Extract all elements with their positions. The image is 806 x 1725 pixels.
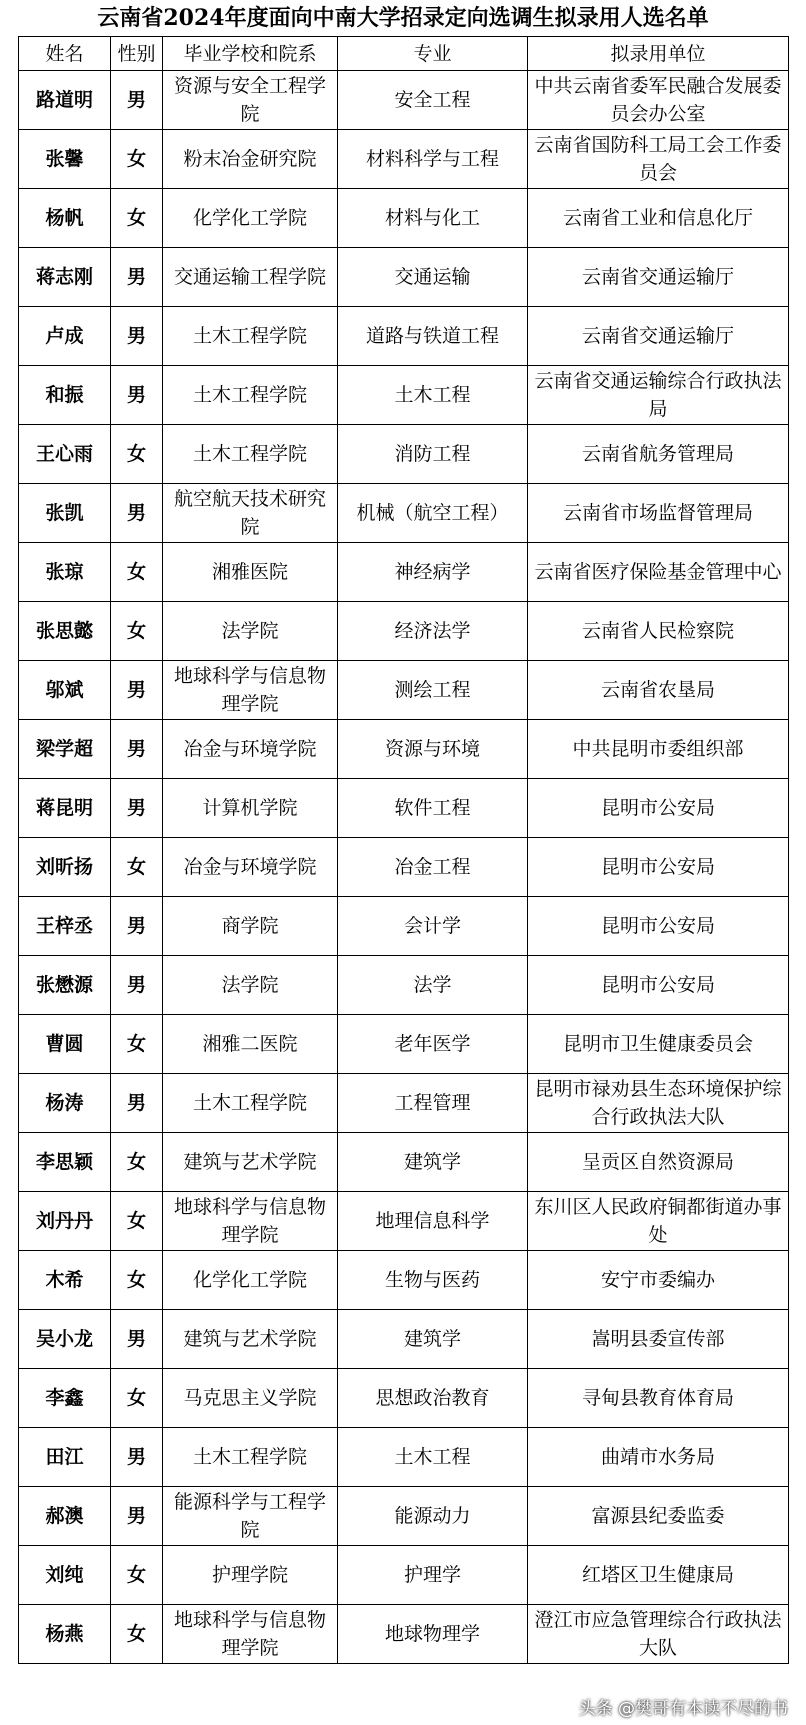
cell-unit: 富源县纪委监委	[528, 1487, 789, 1546]
cell-unit: 云南省农垦局	[528, 661, 789, 720]
cell-major: 护理学	[338, 1546, 528, 1605]
cell-gender: 男	[111, 1428, 163, 1487]
cell-gender: 女	[111, 1192, 163, 1251]
cell-name: 刘纯	[19, 1546, 111, 1605]
cell-major: 经济法学	[338, 602, 528, 661]
table-row	[19, 1369, 789, 1428]
table-header-row	[19, 37, 789, 71]
cell-name: 吴小龙	[19, 1310, 111, 1369]
table-row	[19, 1192, 789, 1251]
cell-gender: 男	[111, 1487, 163, 1546]
cell-name: 杨帆	[19, 189, 111, 248]
table-row	[19, 425, 789, 484]
cell-unit: 云南省交通运输综合行政执法局	[528, 366, 789, 425]
table-row	[19, 779, 789, 838]
cell-school: 马克思主义学院	[163, 1369, 338, 1428]
cell-gender: 女	[111, 425, 163, 484]
cell-major: 建筑学	[338, 1310, 528, 1369]
table-row	[19, 1310, 789, 1369]
cell-school: 能源科学与工程学院	[163, 1487, 338, 1546]
cell-name: 李鑫	[19, 1369, 111, 1428]
table-row	[19, 602, 789, 661]
cell-gender: 男	[111, 248, 163, 307]
cell-major: 安全工程	[338, 71, 528, 130]
cell-name: 张馨	[19, 130, 111, 189]
cell-gender: 男	[111, 720, 163, 779]
cell-school: 护理学院	[163, 1546, 338, 1605]
cell-name: 刘丹丹	[19, 1192, 111, 1251]
cell-school: 法学院	[163, 602, 338, 661]
cell-name: 邬斌	[19, 661, 111, 720]
table-row	[19, 1487, 789, 1546]
cell-gender: 男	[111, 779, 163, 838]
cell-gender: 女	[111, 1605, 163, 1664]
cell-school: 土木工程学院	[163, 366, 338, 425]
table-row	[19, 71, 789, 130]
table-row	[19, 897, 789, 956]
cell-school: 土木工程学院	[163, 1074, 338, 1133]
cell-gender: 女	[111, 602, 163, 661]
cell-major: 材料科学与工程	[338, 130, 528, 189]
cell-major: 消防工程	[338, 425, 528, 484]
cell-school: 湘雅二医院	[163, 1015, 338, 1074]
header-school: 毕业学校和院系	[163, 37, 338, 71]
cell-major: 交通运输	[338, 248, 528, 307]
cell-unit: 寻甸县教育体育局	[528, 1369, 789, 1428]
cell-gender: 男	[111, 897, 163, 956]
cell-unit: 呈贡区自然资源局	[528, 1133, 789, 1192]
cell-unit: 云南省国防科工局工会工作委员会	[528, 130, 789, 189]
cell-gender: 女	[111, 1133, 163, 1192]
table-row	[19, 189, 789, 248]
cell-name: 张懋源	[19, 956, 111, 1015]
cell-gender: 女	[111, 1251, 163, 1310]
cell-school: 土木工程学院	[163, 1428, 338, 1487]
cell-unit: 云南省工业和信息化厅	[528, 189, 789, 248]
cell-unit: 昆明市公安局	[528, 897, 789, 956]
header-unit: 拟录用单位	[528, 37, 789, 71]
table-row	[19, 543, 789, 602]
cell-gender: 女	[111, 543, 163, 602]
table-row	[19, 1546, 789, 1605]
cell-unit: 云南省市场监督管理局	[528, 484, 789, 543]
cell-major: 地理信息科学	[338, 1192, 528, 1251]
table-row	[19, 1015, 789, 1074]
cell-unit: 云南省航务管理局	[528, 425, 789, 484]
cell-school: 商学院	[163, 897, 338, 956]
cell-major: 法学	[338, 956, 528, 1015]
cell-major: 能源动力	[338, 1487, 528, 1546]
cell-name: 田江	[19, 1428, 111, 1487]
table-row	[19, 130, 789, 189]
cell-unit: 云南省交通运输厅	[528, 248, 789, 307]
cell-school: 资源与安全工程学院	[163, 71, 338, 130]
cell-major: 道路与铁道工程	[338, 307, 528, 366]
cell-major: 资源与环境	[338, 720, 528, 779]
cell-major: 测绘工程	[338, 661, 528, 720]
cell-major: 思想政治教育	[338, 1369, 528, 1428]
table-body	[19, 71, 789, 1664]
table-row	[19, 661, 789, 720]
cell-gender: 男	[111, 1074, 163, 1133]
table-row	[19, 1605, 789, 1664]
table-row	[19, 838, 789, 897]
table-row	[19, 1428, 789, 1487]
cell-unit: 曲靖市水务局	[528, 1428, 789, 1487]
cell-name: 蒋志刚	[19, 248, 111, 307]
cell-school: 地球科学与信息物理学院	[163, 661, 338, 720]
candidate-table	[18, 36, 789, 1664]
cell-unit: 红塔区卫生健康局	[528, 1546, 789, 1605]
cell-unit: 嵩明县委宣传部	[528, 1310, 789, 1369]
cell-unit: 昆明市禄劝县生态环境保护综合行政执法大队	[528, 1074, 789, 1133]
cell-major: 冶金工程	[338, 838, 528, 897]
cell-school: 湘雅医院	[163, 543, 338, 602]
table-row	[19, 720, 789, 779]
cell-major: 工程管理	[338, 1074, 528, 1133]
cell-school: 冶金与环境学院	[163, 838, 338, 897]
table-row	[19, 484, 789, 543]
cell-name: 王心雨	[19, 425, 111, 484]
cell-major: 生物与医药	[338, 1251, 528, 1310]
cell-name: 木希	[19, 1251, 111, 1310]
cell-gender: 女	[111, 130, 163, 189]
cell-unit: 昆明市公安局	[528, 838, 789, 897]
cell-school: 地球科学与信息物理学院	[163, 1605, 338, 1664]
table-row	[19, 956, 789, 1015]
cell-major: 土木工程	[338, 1428, 528, 1487]
cell-name: 张琼	[19, 543, 111, 602]
cell-unit: 澄江市应急管理综合行政执法大队	[528, 1605, 789, 1664]
cell-school: 化学化工学院	[163, 1251, 338, 1310]
cell-name: 梁学超	[19, 720, 111, 779]
page-title: 云南省2024年度面向中南大学招录定向选调生拟录用人选名单	[97, 5, 709, 31]
header-major: 专业	[338, 37, 528, 71]
cell-name: 王梓丞	[19, 897, 111, 956]
cell-name: 李思颖	[19, 1133, 111, 1192]
header-name: 姓名	[19, 37, 111, 71]
cell-major: 软件工程	[338, 779, 528, 838]
cell-name: 曹圆	[19, 1015, 111, 1074]
cell-major: 机械（航空工程）	[338, 484, 528, 543]
cell-name: 和振	[19, 366, 111, 425]
cell-unit: 中共昆明市委组织部	[528, 720, 789, 779]
cell-name: 杨燕	[19, 1605, 111, 1664]
table-row	[19, 248, 789, 307]
cell-name: 张思懿	[19, 602, 111, 661]
cell-school: 土木工程学院	[163, 307, 338, 366]
cell-gender: 女	[111, 1015, 163, 1074]
cell-school: 建筑与艺术学院	[163, 1310, 338, 1369]
cell-name: 杨涛	[19, 1074, 111, 1133]
table-row	[19, 366, 789, 425]
cell-school: 地球科学与信息物理学院	[163, 1192, 338, 1251]
cell-gender: 男	[111, 1310, 163, 1369]
cell-unit: 云南省医疗保险基金管理中心	[528, 543, 789, 602]
cell-name: 郝澳	[19, 1487, 111, 1546]
cell-name: 刘昕扬	[19, 838, 111, 897]
cell-gender: 男	[111, 366, 163, 425]
watermark: 头条 @樊哥有本读不尽的书	[578, 1699, 788, 1719]
cell-school: 土木工程学院	[163, 425, 338, 484]
cell-school: 建筑与艺术学院	[163, 1133, 338, 1192]
cell-school: 航空航天技术研究院	[163, 484, 338, 543]
cell-unit: 昆明市卫生健康委员会	[528, 1015, 789, 1074]
cell-gender: 女	[111, 189, 163, 248]
cell-school: 计算机学院	[163, 779, 338, 838]
cell-major: 神经病学	[338, 543, 528, 602]
cell-unit: 东川区人民政府铜都街道办事处	[528, 1192, 789, 1251]
cell-name: 蒋昆明	[19, 779, 111, 838]
table-row	[19, 307, 789, 366]
cell-unit: 云南省人民检察院	[528, 602, 789, 661]
cell-gender: 男	[111, 307, 163, 366]
cell-gender: 男	[111, 484, 163, 543]
header-gender: 性别	[111, 37, 163, 71]
cell-gender: 男	[111, 71, 163, 130]
cell-unit: 中共云南省委军民融合发展委员会办公室	[528, 71, 789, 130]
cell-school: 交通运输工程学院	[163, 248, 338, 307]
cell-unit: 安宁市委编办	[528, 1251, 789, 1310]
cell-gender: 女	[111, 1369, 163, 1428]
cell-gender: 女	[111, 838, 163, 897]
cell-school: 法学院	[163, 956, 338, 1015]
table-row	[19, 1133, 789, 1192]
cell-name: 路道明	[19, 71, 111, 130]
table-row	[19, 1074, 789, 1133]
cell-school: 冶金与环境学院	[163, 720, 338, 779]
cell-major: 土木工程	[338, 366, 528, 425]
cell-gender: 男	[111, 661, 163, 720]
cell-major: 会计学	[338, 897, 528, 956]
cell-unit: 昆明市公安局	[528, 956, 789, 1015]
cell-school: 粉末冶金研究院	[163, 130, 338, 189]
cell-unit: 云南省交通运输厅	[528, 307, 789, 366]
cell-unit: 昆明市公安局	[528, 779, 789, 838]
cell-name: 卢成	[19, 307, 111, 366]
table-row	[19, 1251, 789, 1310]
cell-major: 材料与化工	[338, 189, 528, 248]
cell-gender: 男	[111, 956, 163, 1015]
cell-gender: 女	[111, 1546, 163, 1605]
cell-major: 老年医学	[338, 1015, 528, 1074]
cell-major: 建筑学	[338, 1133, 528, 1192]
cell-major: 地球物理学	[338, 1605, 528, 1664]
cell-school: 化学化工学院	[163, 189, 338, 248]
cell-name: 张凯	[19, 484, 111, 543]
